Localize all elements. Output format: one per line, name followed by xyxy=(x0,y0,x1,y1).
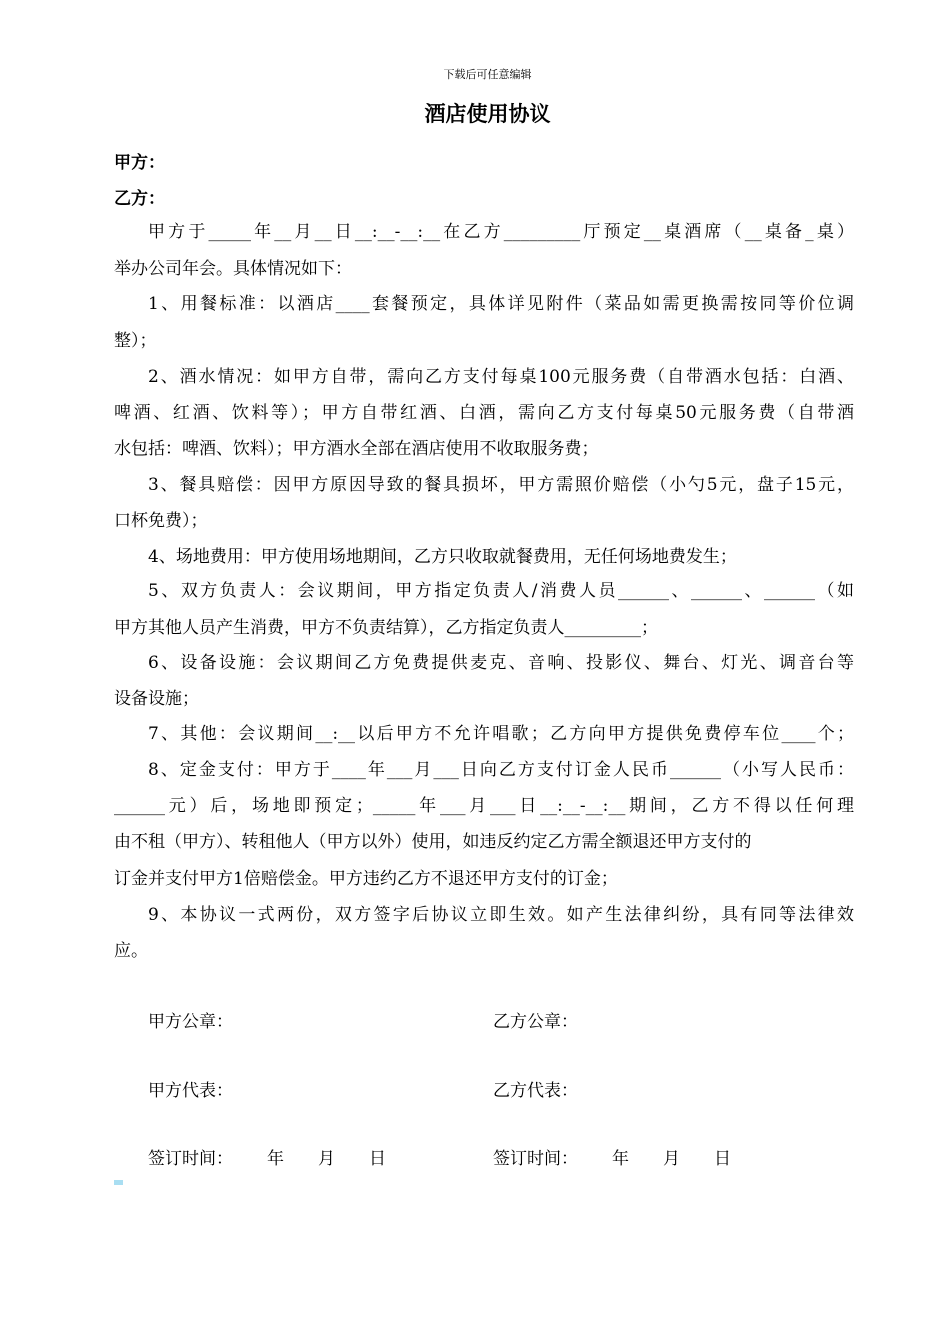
intro-line-1: 甲方于_____年__月__日__:__-__:__在乙方_________厅预定__桌酒席（__桌备_桌） xyxy=(148,222,854,242)
clause-3-line-1: 3、餐具赔偿：因甲方原因导致的餐具损坏，甲方需照价赔偿（小勺5元，盘子15元， xyxy=(148,475,854,495)
sign-date-label: 签订时间： xyxy=(493,1149,578,1169)
clause-2-line-2: 啤酒、红酒、饮料等）；甲方自带红酒、白酒，需向乙方支付每桌50元服务费（自带酒 xyxy=(114,403,854,423)
day-label: 日 xyxy=(714,1149,731,1169)
clause-9-line-2: 应。 xyxy=(114,941,148,961)
day-label: 日 xyxy=(369,1149,386,1169)
party-a-rep-label: 甲方代表： xyxy=(148,1081,233,1101)
month-label: 月 xyxy=(663,1149,680,1169)
clause-9-line-1: 9、本协议一式两份，双方签字后协议立即生效。如产生法律纠纷，具有同等法律效 xyxy=(148,905,854,925)
clause-8-line-4: 订金并支付甲方1倍赔偿金。甲方违约乙方不退还甲方支付的订金； xyxy=(114,869,618,889)
clause-2-line-3: 水包括：啤酒、饮料）；甲方酒水全部在酒店使用不收取服务费； xyxy=(114,439,599,459)
month-label: 月 xyxy=(318,1149,335,1169)
download-note: 下载后可任意编辑 xyxy=(443,68,532,81)
clause-2-line-1: 2、酒水情况：如甲方自带，需向乙方支付每桌100元服务费（自带酒水包括：白酒、 xyxy=(148,367,854,387)
party-a-sign-date xyxy=(148,1148,386,1170)
party-b-seal-label: 乙方公章： xyxy=(493,1012,578,1032)
clause-6-line-1: 6、设备设施：会议期间乙方免费提供麦克、音响、投影仪、舞台、灯光、调音台等 xyxy=(148,653,854,673)
clause-1-line-2: 整）； xyxy=(114,331,157,351)
year-label: 年 xyxy=(267,1149,284,1169)
margin-marker xyxy=(114,1180,123,1185)
clause-8-line-2: ______元）后，场地即预定；_____年___月___日__:__-__:__期间，乙方不得以任何理 xyxy=(114,796,854,816)
document-title: 酒店使用协议 xyxy=(424,101,551,126)
clause-1-line-1: 1、用餐标准：以酒店____套餐预定，具体详见附件（菜品如需更换需按同等价位调 xyxy=(148,294,854,314)
clause-3-line-2: 口杯免费）； xyxy=(114,511,208,531)
sign-date-label: 签订时间： xyxy=(148,1149,233,1169)
party-a-label: 甲方： xyxy=(114,153,165,173)
clause-8-line-1: 8、定金支付：甲方于____年___月___日向乙方支付订金人民币______（小写人民币： xyxy=(148,760,854,780)
clause-6-line-2: 设备设施； xyxy=(114,689,199,709)
clause-8-line-3: 由不租（甲方）、转租他人（甲方以外）使用，如违反约定乙方需全额退还甲方支付的 xyxy=(114,832,752,852)
year-label: 年 xyxy=(612,1149,629,1169)
clause-4-line-1: 4、场地费用：甲方使用场地期间，乙方只收取就餐费用，无任何场地费发生； xyxy=(148,547,737,567)
intro-line-2: 举办公司年会。具体情况如下： xyxy=(114,259,352,279)
party-a-seal-label: 甲方公章： xyxy=(148,1012,233,1032)
clause-7-line-1: 7、其他：会议期间__:__以后甲方不允许唱歌；乙方向甲方提供免费停车位____个； xyxy=(148,724,854,744)
party-b-rep-label: 乙方代表： xyxy=(493,1081,578,1101)
party-b-label: 乙方： xyxy=(114,189,165,209)
clause-5-line-1: 5、双方负责人：会议期间，甲方指定负责人/消费人员______、______、______（如 xyxy=(148,581,854,601)
clause-5-line-2: 甲方其他人员产生消费，甲方不负责结算），乙方指定负责人_________； xyxy=(114,618,658,638)
party-b-sign-date xyxy=(493,1148,731,1170)
